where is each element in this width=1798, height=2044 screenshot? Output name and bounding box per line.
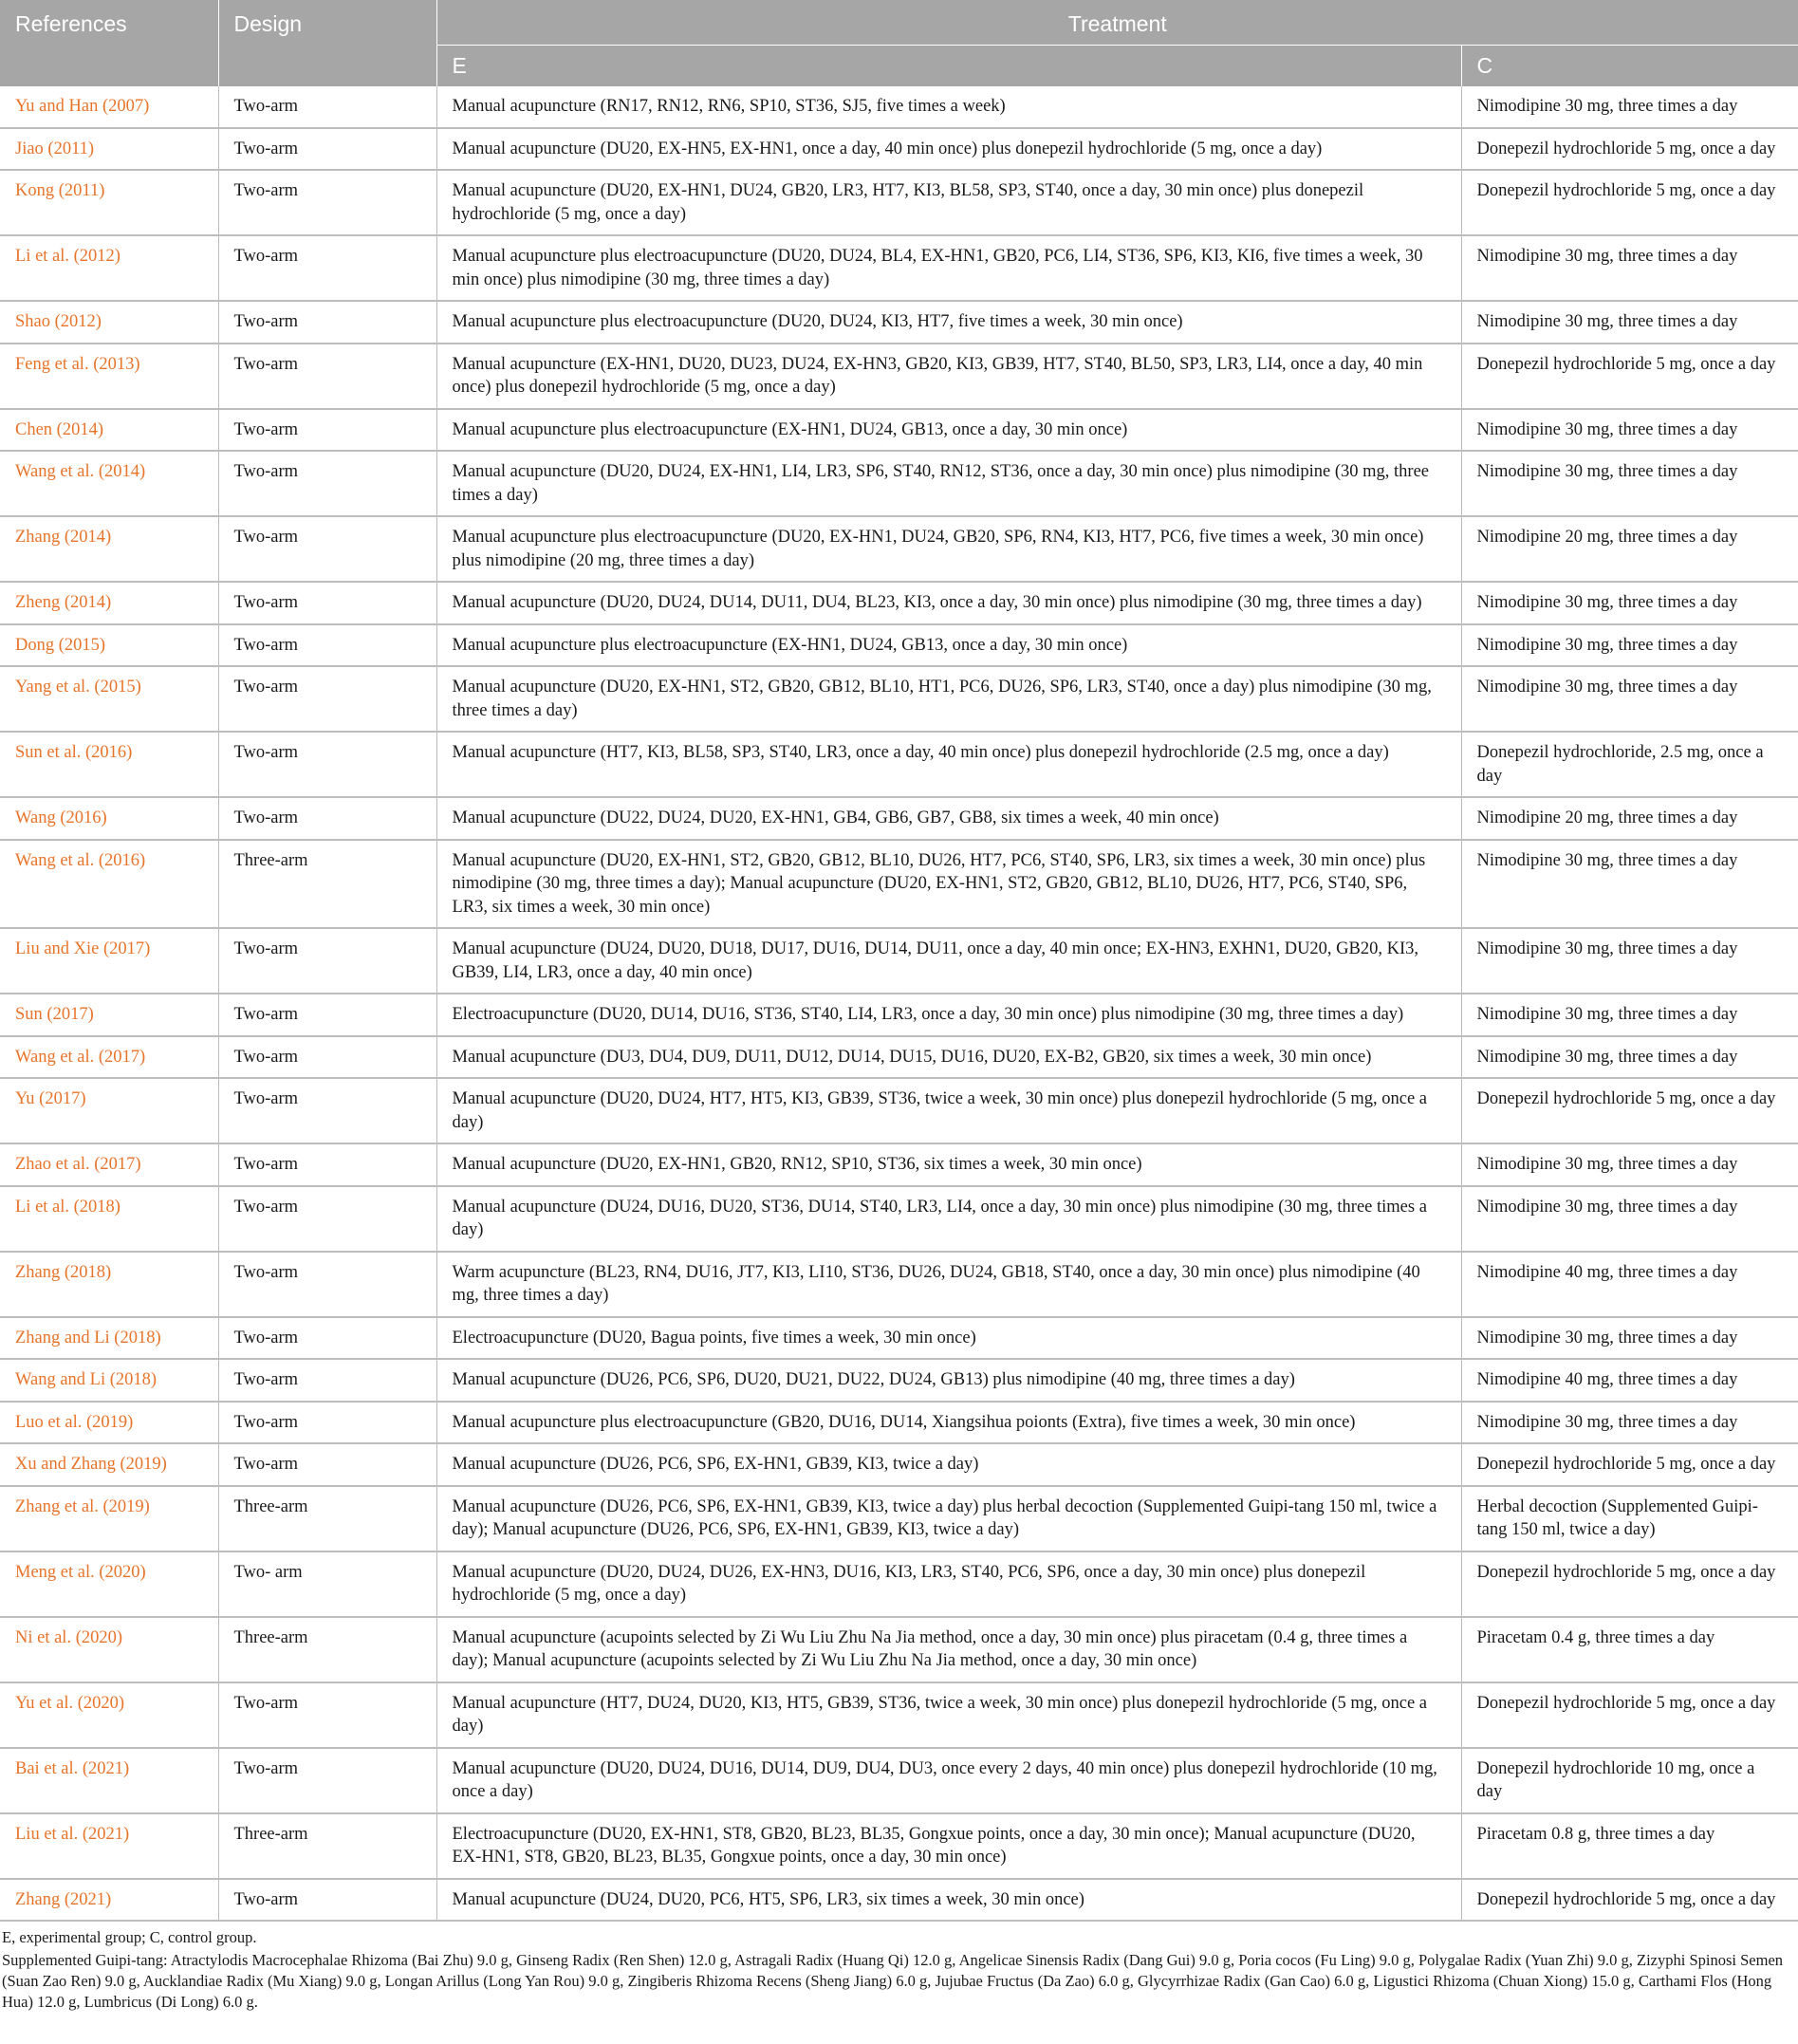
table-row xyxy=(0,516,1798,582)
reference-link[interactable]: Wang and Li (2018) xyxy=(0,1359,218,1402)
table-row xyxy=(0,451,1798,516)
reference-link[interactable]: Dong (2015) xyxy=(0,624,218,667)
control-treatment-cell: Donepezil hydrochloride 5 mg, once a day xyxy=(1461,1552,1798,1617)
control-treatment-cell: Nimodipine 30 mg, three times a day xyxy=(1461,928,1798,994)
control-treatment-cell: Nimodipine 30 mg, three times a day xyxy=(1461,86,1798,128)
design-cell: Two-arm xyxy=(218,666,436,732)
reference-link[interactable]: Feng et al. (2013) xyxy=(0,344,218,409)
control-treatment-cell: Nimodipine 30 mg, three times a day xyxy=(1461,1186,1798,1252)
design-cell: Two-arm xyxy=(218,1143,436,1186)
control-treatment-cell: Nimodipine 30 mg, three times a day xyxy=(1461,624,1798,667)
table-row xyxy=(0,1682,1798,1748)
design-cell: Two-arm xyxy=(218,928,436,994)
control-treatment-cell: Donepezil hydrochloride 5 mg, once a day xyxy=(1461,1078,1798,1143)
reference-link[interactable]: Luo et al. (2019) xyxy=(0,1402,218,1444)
reference-link[interactable]: Wang et al. (2014) xyxy=(0,451,218,516)
experimental-treatment-cell: Manual acupuncture (DU26, PC6, SP6, EX-HN1, GB39, KI3, twice a day) plus herbal decoction (Supplemented Guipi-tang 150 ml, twice a day); Manual acupuncture (DU26, PC6, SP6, EX-HN1, GB39, KI3, twice a day) xyxy=(436,1486,1461,1552)
experimental-treatment-cell: Manual acupuncture (DU20, EX-HN1, ST2, GB20, GB12, BL10, DU26, HT7, PC6, ST40, SP6, LR3, six times a week, 30 min once) plus nimodipine (30 mg, three times a day); Manual acupuncture (DU20, EX-HN1, ST2, GB20, GB12, BL10, DU26, HT7, PC6, ST40, SP6, LR3, six times a week, 30 min once) xyxy=(436,840,1461,929)
design-cell: Two-arm xyxy=(218,1317,436,1360)
control-treatment-cell: Nimodipine 30 mg, three times a day xyxy=(1461,1143,1798,1186)
design-cell: Two-arm xyxy=(218,1359,436,1402)
reference-link[interactable]: Yang et al. (2015) xyxy=(0,666,218,732)
design-cell: Two-arm xyxy=(218,1078,436,1143)
experimental-treatment-cell: Manual acupuncture (DU24, DU20, DU18, DU17, DU16, DU14, DU11, once a day, 40 min once; EX-HN3, EXHN1, DU20, GB20, KI3, GB39, LI4, LR3, once a day, 40 min once) xyxy=(436,928,1461,994)
reference-link[interactable]: Yu (2017) xyxy=(0,1078,218,1143)
table-row xyxy=(0,994,1798,1036)
table-row xyxy=(0,1402,1798,1444)
design-cell: Two-arm xyxy=(218,797,436,840)
control-treatment-cell: Nimodipine 30 mg, three times a day xyxy=(1461,301,1798,344)
design-cell: Three-arm xyxy=(218,1486,436,1552)
experimental-treatment-cell: Manual acupuncture (DU20, DU24, EX-HN1, LI4, LR3, SP6, ST40, RN12, ST36, once a day, 30 min once) plus nimodipine (30 mg, three times a day) xyxy=(436,451,1461,516)
experimental-treatment-cell: Manual acupuncture plus electroacupuncture (DU20, DU24, KI3, HT7, five times a week, 30 min once) xyxy=(436,301,1461,344)
table-header xyxy=(0,0,1798,86)
table-row xyxy=(0,1552,1798,1617)
table-row xyxy=(0,1748,1798,1813)
header-design: Design xyxy=(218,0,436,86)
table-row xyxy=(0,624,1798,667)
reference-link[interactable]: Meng et al. (2020) xyxy=(0,1552,218,1617)
reference-link[interactable]: Zhang et al. (2019) xyxy=(0,1486,218,1552)
design-cell: Two-arm xyxy=(218,582,436,624)
experimental-treatment-cell: Manual acupuncture (DU20, EX-HN5, EX-HN1, once a day, 40 min once) plus donepezil hydrochloride (5 mg, once a day) xyxy=(436,128,1461,171)
control-treatment-cell: Nimodipine 30 mg, three times a day xyxy=(1461,235,1798,301)
reference-link[interactable]: Zhao et al. (2017) xyxy=(0,1143,218,1186)
design-cell: Two-arm xyxy=(218,994,436,1036)
control-treatment-cell: Donepezil hydrochloride 5 mg, once a day xyxy=(1461,344,1798,409)
table-row xyxy=(0,235,1798,301)
control-treatment-cell: Nimodipine 40 mg, three times a day xyxy=(1461,1359,1798,1402)
table-row xyxy=(0,1486,1798,1552)
reference-link[interactable]: Wang et al. (2017) xyxy=(0,1036,218,1079)
experimental-treatment-cell: Electroacupuncture (DU20, Bagua points, five times a week, 30 min once) xyxy=(436,1317,1461,1360)
table-body xyxy=(0,86,1798,1921)
table-row xyxy=(0,797,1798,840)
table-footnotes xyxy=(0,1922,1798,2013)
design-cell: Two-arm xyxy=(218,1682,436,1748)
design-cell: Two-arm xyxy=(218,1252,436,1317)
control-treatment-cell: Nimodipine 30 mg, three times a day xyxy=(1461,994,1798,1036)
table-row xyxy=(0,86,1798,128)
control-treatment-cell: Nimodipine 30 mg, three times a day xyxy=(1461,409,1798,452)
experimental-treatment-cell: Manual acupuncture plus electroacupuncture (EX-HN1, DU24, GB13, once a day, 30 min once) xyxy=(436,409,1461,452)
header-control: C xyxy=(1461,46,1798,87)
reference-link[interactable]: Chen (2014) xyxy=(0,409,218,452)
table-row xyxy=(0,170,1798,235)
control-treatment-cell: Donepezil hydrochloride 5 mg, once a day xyxy=(1461,1443,1798,1486)
control-treatment-cell: Nimodipine 20 mg, three times a day xyxy=(1461,516,1798,582)
experimental-treatment-cell: Warm acupuncture (BL23, RN4, DU16, JT7, KI3, LI10, ST36, DU26, DU24, GB18, ST40, once a day, 30 min once) plus nimodipine (40 mg, three times a day) xyxy=(436,1252,1461,1317)
experimental-treatment-cell: Manual acupuncture plus electroacupuncture (DU20, DU24, BL4, EX-HN1, GB20, PC6, LI4, ST36, SP6, KI3, KI6, five times a week, 30 min once) plus nimodipine (30 mg, three times a day) xyxy=(436,235,1461,301)
header-references: References xyxy=(0,0,218,86)
design-cell: Two-arm xyxy=(218,1879,436,1922)
control-treatment-cell: Nimodipine 40 mg, three times a day xyxy=(1461,1252,1798,1317)
control-treatment-cell: Donepezil hydrochloride 5 mg, once a day xyxy=(1461,1879,1798,1922)
experimental-treatment-cell: Manual acupuncture (DU3, DU4, DU9, DU11, DU12, DU14, DU15, DU16, DU20, EX-B2, GB20, six times a week, 30 min once) xyxy=(436,1036,1461,1079)
design-cell: Two-arm xyxy=(218,516,436,582)
reference-link[interactable]: Li et al. (2018) xyxy=(0,1186,218,1252)
control-treatment-cell: Nimodipine 30 mg, three times a day xyxy=(1461,666,1798,732)
table-row xyxy=(0,1879,1798,1922)
experimental-treatment-cell: Manual acupuncture plus electroacupuncture (DU20, EX-HN1, DU24, GB20, SP6, RN4, KI3, HT7, PC6, five times a week, 30 min once) plus nimodipine (20 mg, three times a day) xyxy=(436,516,1461,582)
design-cell: Two-arm xyxy=(218,732,436,797)
table-row xyxy=(0,1813,1798,1879)
experimental-treatment-cell: Manual acupuncture (RN17, RN12, RN6, SP10, ST36, SJ5, five times a week) xyxy=(436,86,1461,128)
design-cell: Three-arm xyxy=(218,1617,436,1682)
experimental-treatment-cell: Manual acupuncture (DU26, PC6, SP6, EX-HN1, GB39, KI3, twice a day) xyxy=(436,1443,1461,1486)
experimental-treatment-cell: Manual acupuncture (DU20, DU24, HT7, HT5, KI3, GB39, ST36, twice a week, 30 min once) plus donepezil hydrochloride (5 mg, once a day) xyxy=(436,1078,1461,1143)
control-treatment-cell: Nimodipine 30 mg, three times a day xyxy=(1461,1402,1798,1444)
design-cell: Three-arm xyxy=(218,1813,436,1879)
experimental-treatment-cell: Manual acupuncture (HT7, DU24, DU20, KI3, HT5, GB39, ST36, twice a week, 30 min once) plus donepezil hydrochloride (5 mg, once a day) xyxy=(436,1682,1461,1748)
control-treatment-cell: Piracetam 0.8 g, three times a day xyxy=(1461,1813,1798,1879)
control-treatment-cell: Piracetam 0.4 g, three times a day xyxy=(1461,1617,1798,1682)
table-row xyxy=(0,1317,1798,1360)
control-treatment-cell: Donepezil hydrochloride 5 mg, once a day xyxy=(1461,128,1798,171)
design-cell: Two-arm xyxy=(218,170,436,235)
experimental-treatment-cell: Manual acupuncture (acupoints selected by Zi Wu Liu Zhu Na Jia method, once a day, 30 min once) plus piracetam (0.4 g, three times a day); Manual acupuncture (acupoints selected by Zi Wu Liu Zhu Na Jia method, once a day, 30 min once) xyxy=(436,1617,1461,1682)
experimental-treatment-cell: Electroacupuncture (DU20, EX-HN1, ST8, GB20, BL23, BL35, Gongxue points, once a day, 30 min once); Manual acupuncture (DU20, EX-HN1, ST8, GB20, BL23, BL35, Gongxue points, once a day, 30 min once) xyxy=(436,1813,1461,1879)
experimental-treatment-cell: Electroacupuncture (DU20, DU14, DU16, ST36, ST40, LI4, LR3, once a day, 30 min once) plus nimodipine (30 mg, three times a day) xyxy=(436,994,1461,1036)
design-cell: Two-arm xyxy=(218,344,436,409)
reference-link[interactable]: Liu et al. (2021) xyxy=(0,1813,218,1879)
experimental-treatment-cell: Manual acupuncture (DU20, EX-HN1, DU24, GB20, LR3, HT7, KI3, BL58, SP3, ST40, once a day, 30 min once) plus donepezil hydrochloride (5 mg, once a day) xyxy=(436,170,1461,235)
design-cell: Two- arm xyxy=(218,1552,436,1617)
footnote-guipi-tang: Supplemented Guipi-tang: Atractylodis Macrocephalae Rhizoma (Bai Zhu) 9.0 g, Ginseng Radix (Ren Shen) 12.0 g, Astragali Radix (Huang Qi) 12.0 g, Angelicae Sinensis Radix (Dang Gui) 9.0 g, Poria cocos (Fu Ling) 9.0 g, Polygalae Radix (Yuan Zhi) 9.0 g, Zizyphi Spinosi Semen (Suan Zao Ren) 9.0 g, Aucklandiae Radix (Mu Xiang) 9.0 g, Longan Arillus (Long Yan Rou) 9.0 g, Zingiberis Rhizoma Recens (Sheng Jiang) 6.0 g, Jujubae Fructus (Da Zao) 6.0 g, Glycyrrhizae Radix (Gan Cao) 6.0 g, Ligustici Rhizoma (Chuan Xiong) 15.0 g, Carthami Flos (Hong Hua) 12.0 g, Lumbricus (Di Long) 6.0 g. xyxy=(2,1951,1784,2011)
experimental-treatment-cell: Manual acupuncture (DU22, DU24, DU20, EX-HN1, GB4, GB6, GB7, GB8, six times a week, 40 min once) xyxy=(436,797,1461,840)
control-treatment-cell: Herbal decoction (Supplemented Guipi-tang 150 ml, twice a day) xyxy=(1461,1486,1798,1552)
reference-link[interactable]: Zhang and Li (2018) xyxy=(0,1317,218,1360)
control-treatment-cell: Nimodipine 30 mg, three times a day xyxy=(1461,1036,1798,1079)
table-row xyxy=(0,666,1798,732)
reference-link[interactable]: Zhang (2014) xyxy=(0,516,218,582)
table-row xyxy=(0,582,1798,624)
experimental-treatment-cell: Manual acupuncture (DU20, DU24, DU14, DU11, DU4, BL23, KI3, once a day, 30 min once) plus nimodipine (30 mg, three times a day) xyxy=(436,582,1461,624)
experimental-treatment-cell: Manual acupuncture plus electroacupuncture (GB20, DU16, DU14, Xiangsihua poionts (Extra), five times a week, 30 min once) xyxy=(436,1402,1461,1444)
table-row xyxy=(0,1359,1798,1402)
experimental-treatment-cell: Manual acupuncture (DU20, DU24, DU16, DU14, DU9, DU4, DU3, once every 2 days, 40 min once) plus donepezil hydrochloride (10 mg, once a day) xyxy=(436,1748,1461,1813)
control-treatment-cell: Nimodipine 30 mg, three times a day xyxy=(1461,1317,1798,1360)
footnote-abbreviations: E, experimental group; C, control group. xyxy=(2,1928,257,1946)
reference-link[interactable]: Wang et al. (2016) xyxy=(0,840,218,929)
reference-link[interactable]: Zheng (2014) xyxy=(0,582,218,624)
experimental-treatment-cell: Manual acupuncture (DU24, DU20, PC6, HT5, SP6, LR3, six times a week, 30 min once) xyxy=(436,1879,1461,1922)
reference-link[interactable]: Zhang (2018) xyxy=(0,1252,218,1317)
design-cell: Two-arm xyxy=(218,409,436,452)
table-row xyxy=(0,1443,1798,1486)
design-cell: Two-arm xyxy=(218,1036,436,1079)
design-cell: Two-arm xyxy=(218,235,436,301)
experimental-treatment-cell: Manual acupuncture (DU20, DU24, DU26, EX-HN3, DU16, KI3, LR3, ST40, PC6, SP6, once a day, 30 min once) plus donepezil hydrochloride (5 mg, once a day) xyxy=(436,1552,1461,1617)
design-cell: Two-arm xyxy=(218,1748,436,1813)
table-row xyxy=(0,409,1798,452)
table-row xyxy=(0,1078,1798,1143)
design-cell: Two-arm xyxy=(218,624,436,667)
reference-link[interactable]: Yu and Han (2007) xyxy=(0,86,218,128)
design-cell: Two-arm xyxy=(218,1402,436,1444)
table-row xyxy=(0,1617,1798,1682)
reference-link[interactable]: Shao (2012) xyxy=(0,301,218,344)
reference-link[interactable]: Sun (2017) xyxy=(0,994,218,1036)
table-row xyxy=(0,301,1798,344)
control-treatment-cell: Donepezil hydrochloride 5 mg, once a day xyxy=(1461,1682,1798,1748)
reference-link[interactable]: Ni et al. (2020) xyxy=(0,1617,218,1682)
table-row xyxy=(0,1252,1798,1317)
control-treatment-cell: Donepezil hydrochloride, 2.5 mg, once a day xyxy=(1461,732,1798,797)
table-row xyxy=(0,1186,1798,1252)
design-cell: Three-arm xyxy=(218,840,436,929)
control-treatment-cell: Nimodipine 30 mg, three times a day xyxy=(1461,840,1798,929)
reference-link[interactable]: Kong (2011) xyxy=(0,170,218,235)
table-row xyxy=(0,732,1798,797)
reference-link[interactable]: Li et al. (2012) xyxy=(0,235,218,301)
control-treatment-cell: Nimodipine 30 mg, three times a day xyxy=(1461,451,1798,516)
experimental-treatment-cell: Manual acupuncture plus electroacupuncture (EX-HN1, DU24, GB13, once a day, 30 min once) xyxy=(436,624,1461,667)
header-treatment: Treatment xyxy=(436,0,1798,46)
experimental-treatment-cell: Manual acupuncture (DU20, EX-HN1, ST2, GB20, GB12, BL10, HT1, PC6, DU26, SP6, LR3, ST40, once a day) plus nimodipine (30 mg, three times a day) xyxy=(436,666,1461,732)
experimental-treatment-cell: Manual acupuncture (DU24, DU16, DU20, ST36, DU14, ST40, LR3, LI4, once a day, 30 min once) plus nimodipine (30 mg, three times a day) xyxy=(436,1186,1461,1252)
control-treatment-cell: Nimodipine 20 mg, three times a day xyxy=(1461,797,1798,840)
reference-link[interactable]: Jiao (2011) xyxy=(0,128,218,171)
table-row xyxy=(0,1036,1798,1079)
reference-link[interactable]: Liu and Xie (2017) xyxy=(0,928,218,994)
control-treatment-cell: Donepezil hydrochloride 5 mg, once a day xyxy=(1461,170,1798,235)
experimental-treatment-cell: Manual acupuncture (DU20, EX-HN1, GB20, RN12, SP10, ST36, six times a week, 30 min once) xyxy=(436,1143,1461,1186)
design-cell: Two-arm xyxy=(218,451,436,516)
table-row xyxy=(0,1143,1798,1186)
design-cell: Two-arm xyxy=(218,1186,436,1252)
reference-link[interactable]: Bai et al. (2021) xyxy=(0,1748,218,1813)
control-treatment-cell: Donepezil hydrochloride 10 mg, once a day xyxy=(1461,1748,1798,1813)
table-row xyxy=(0,128,1798,171)
experimental-treatment-cell: Manual acupuncture (HT7, KI3, BL58, SP3, ST40, LR3, once a day, 40 min once) plus donepezil hydrochloride (2.5 mg, once a day) xyxy=(436,732,1461,797)
design-cell: Two-arm xyxy=(218,301,436,344)
experimental-treatment-cell: Manual acupuncture (DU26, PC6, SP6, DU20, DU21, DU22, DU24, GB13) plus nimodipine (40 mg, three times a day) xyxy=(436,1359,1461,1402)
reference-link[interactable]: Xu and Zhang (2019) xyxy=(0,1443,218,1486)
table-row xyxy=(0,928,1798,994)
reference-link[interactable]: Zhang (2021) xyxy=(0,1879,218,1922)
reference-link[interactable]: Wang (2016) xyxy=(0,797,218,840)
header-experimental: E xyxy=(436,46,1461,87)
design-cell: Two-arm xyxy=(218,1443,436,1486)
reference-link[interactable]: Yu et al. (2020) xyxy=(0,1682,218,1748)
experimental-treatment-cell: Manual acupuncture (EX-HN1, DU20, DU23, DU24, EX-HN3, GB20, KI3, GB39, HT7, ST40, BL50, SP3, LR3, LI4, once a day, 40 min once) plus donepezil hydrochloride (5 mg, once a day) xyxy=(436,344,1461,409)
reference-link[interactable]: Sun et al. (2016) xyxy=(0,732,218,797)
design-cell: Two-arm xyxy=(218,128,436,171)
design-cell: Two-arm xyxy=(218,86,436,128)
table-row xyxy=(0,840,1798,929)
control-treatment-cell: Nimodipine 30 mg, three times a day xyxy=(1461,582,1798,624)
table-row xyxy=(0,344,1798,409)
